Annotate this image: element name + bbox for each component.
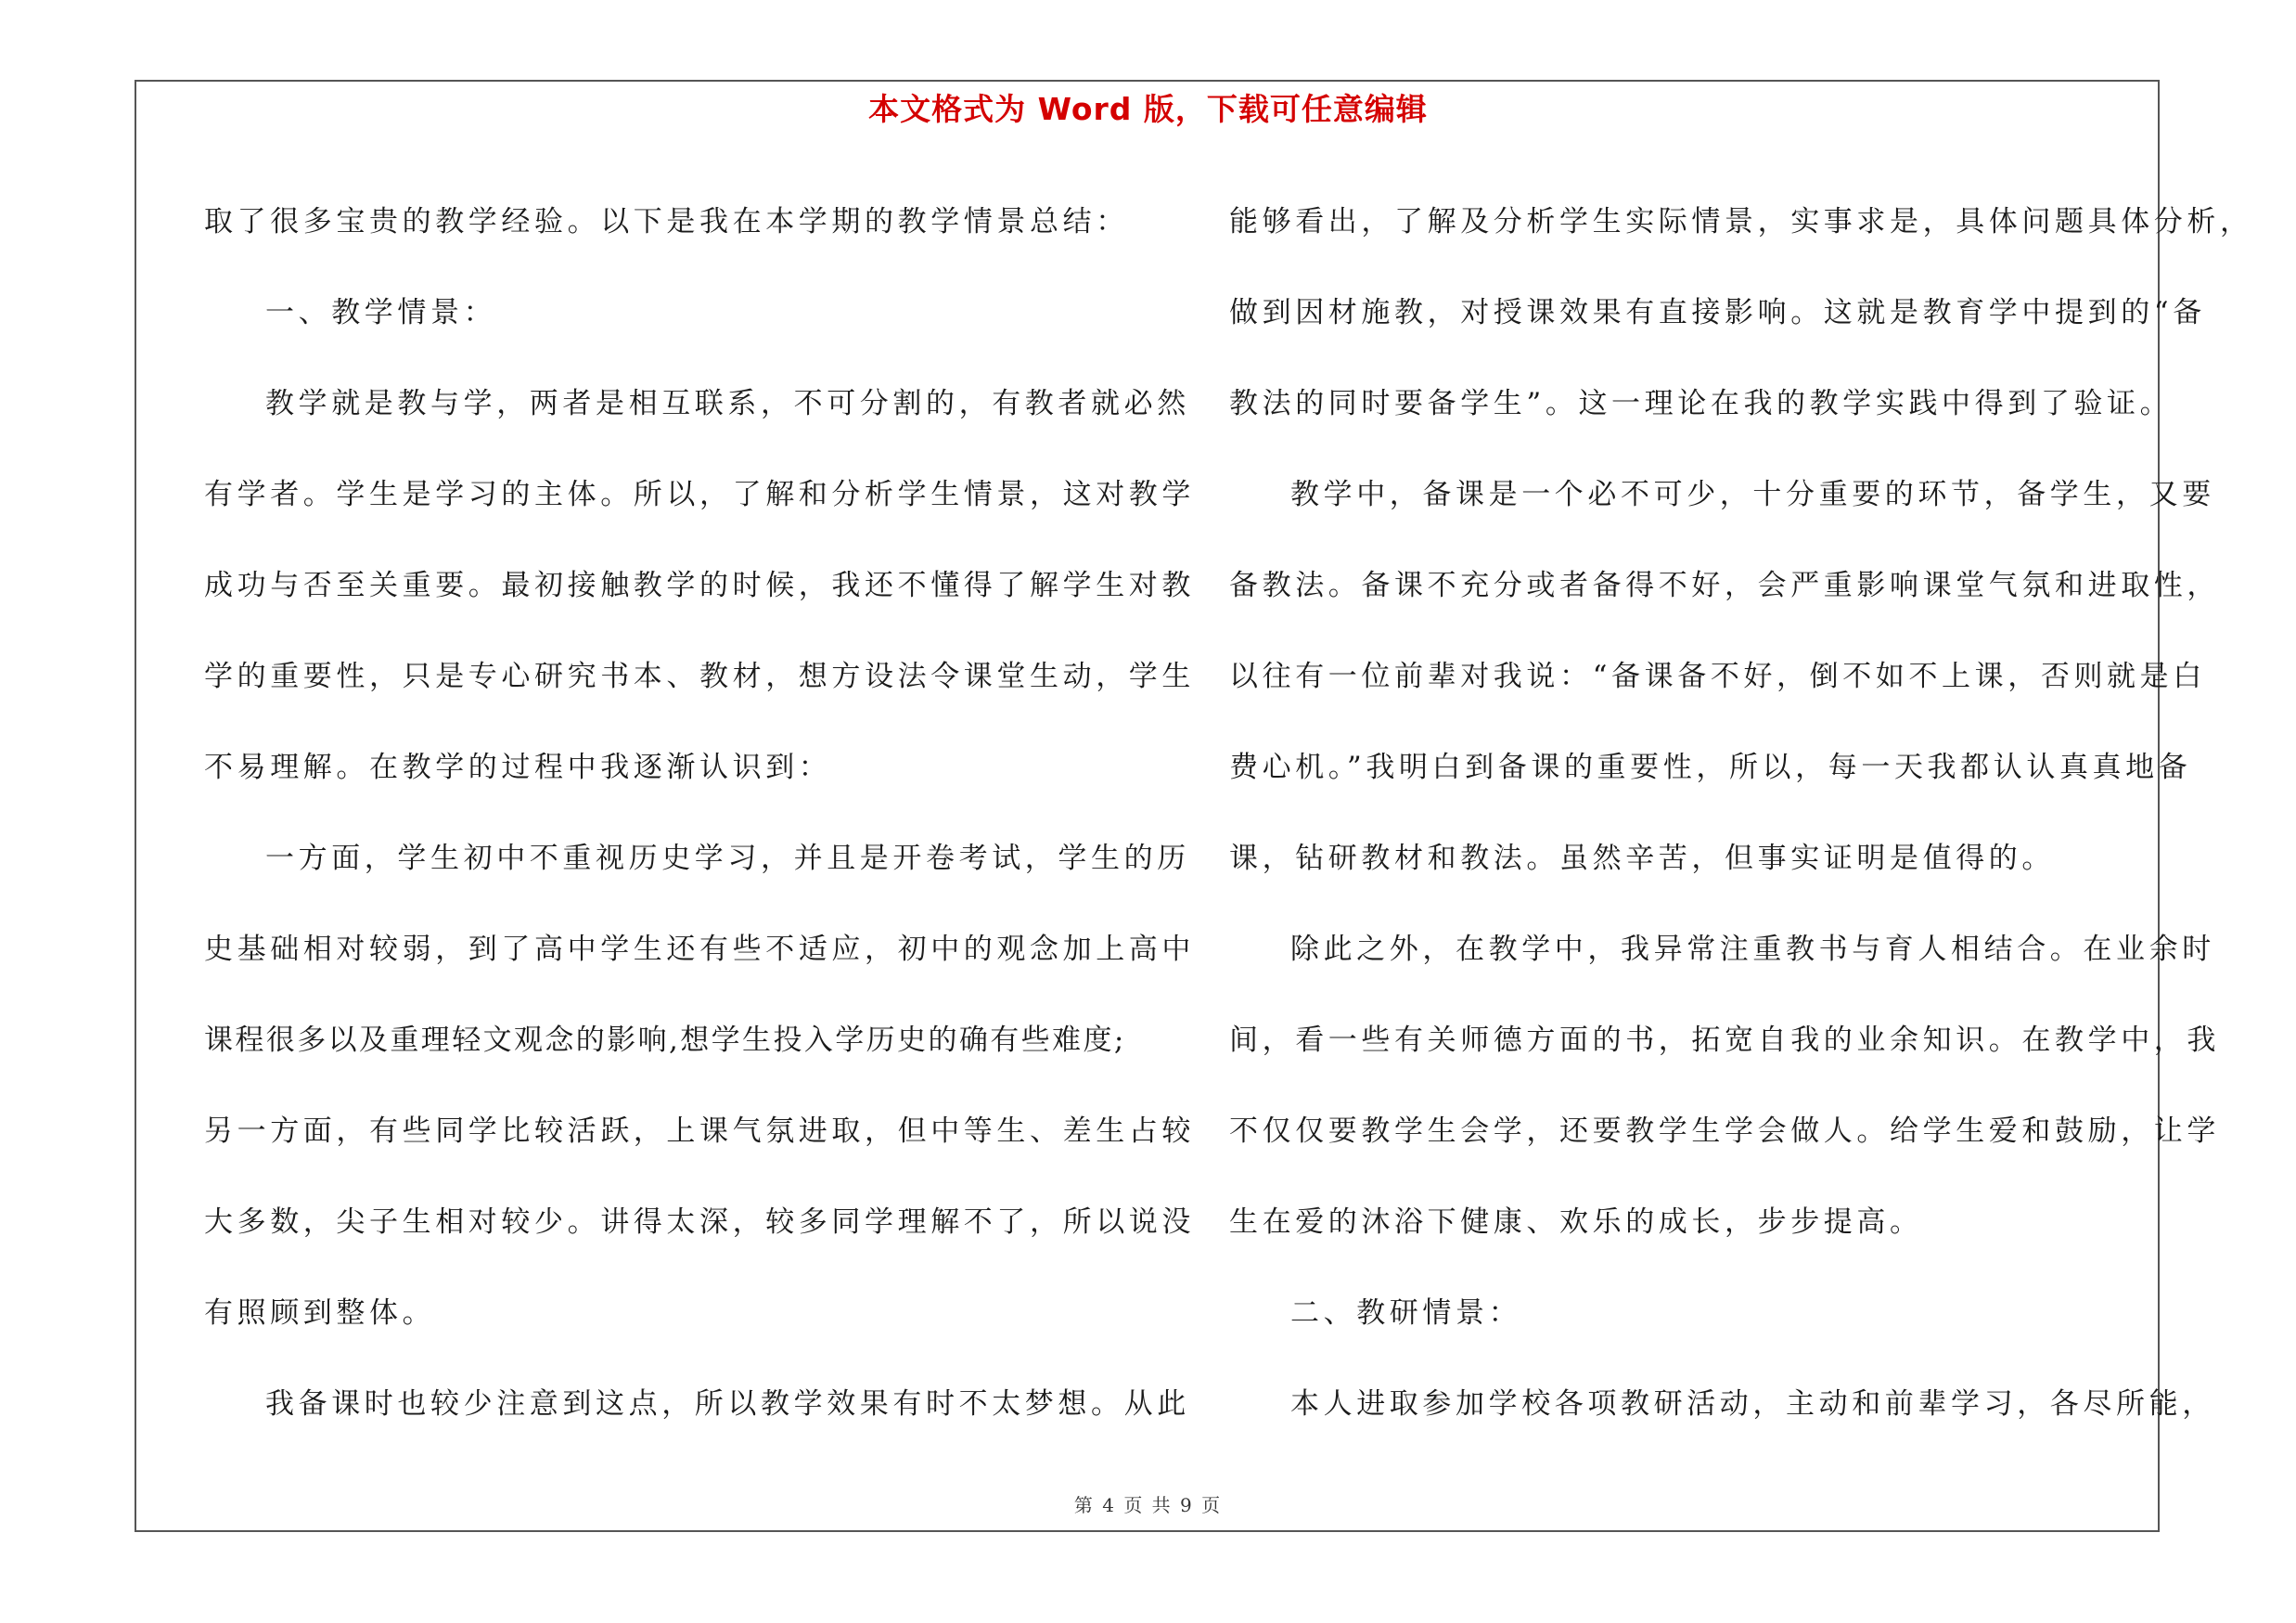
text-line: 做到因材施教，对授课效果有直接影响。这就是教育学中提到的“备 <box>1229 296 2206 329</box>
text-line: 成功与否至关重要。最初接触教学的时候，我还不懂得了解学生对教 <box>204 569 1195 602</box>
text-line: 本人进取参加学校各项教研活动，主动和前辈学习，各尽所能， <box>1290 1387 2215 1421</box>
text-line: 学的重要性，只是专心研究书本、教材，想方设法令课堂生动，学生 <box>204 660 1195 693</box>
text-line: 教学中，备课是一个必不可少，十分重要的环节，备学生，又要 <box>1290 478 2215 511</box>
text-line: 备教法。备课不充分或者备得不好，会严重影响课堂气氛和进取性， <box>1229 569 2220 602</box>
text-line: 不仅仅要教学生会学，还要教学生学会做人。给学生爱和鼓励，让学 <box>1229 1114 2220 1148</box>
text-line: 一、教学情景： <box>265 296 497 329</box>
text-line: 费心机。”我明白到备课的重要性，所以，每一天我都认认真真地备 <box>1229 751 2192 784</box>
text-line: 史基础相对较弱，到了高中学生还有些不适应，初中的观念加上高中 <box>204 933 1195 966</box>
text-line: 课，钻研教材和教法。虽然辛苦，但事实证明是值得的。 <box>1229 842 2055 875</box>
text-line: 课程很多以及重理轻文观念的影响,想学生投入学历史的确有些难度; <box>204 1024 1126 1057</box>
text-line: 教法的同时要备学生”。这一理论在我的教学实践中得到了验证。 <box>1229 387 2174 420</box>
text-line: 教学就是教与学，两者是相互联系，不可分割的，有教者就必然 <box>265 387 1190 420</box>
text-line: 大多数，尖子生相对较少。讲得太深，较多同学理解不了，所以说没 <box>204 1205 1195 1239</box>
text-line: 取了很多宝贵的教学经验。以下是我在本学期的教学情景总结： <box>204 205 1129 238</box>
text-line: 生在爱的沐浴下健康、欢乐的成长，步步提高。 <box>1229 1205 1923 1239</box>
text-line: 我备课时也较少注意到这点，所以教学效果有时不太梦想。从此 <box>265 1387 1190 1421</box>
right-text-column <box>1229 176 2253 1449</box>
text-line: 另一方面，有些同学比较活跃，上课气氛进取，但中等生、差生占较 <box>204 1114 1195 1148</box>
text-line: 能够看出，了解及分析学生实际情景，实事求是，具体问题具体分析， <box>1229 205 2253 238</box>
text-line: 间，看一些有关师德方面的书，拓宽自我的业余知识。在教学中，我 <box>1229 1024 2220 1057</box>
text-line: 有学者。学生是学习的主体。所以，了解和分析学生情景，这对教学 <box>204 478 1195 511</box>
left-text-column <box>204 176 1195 1449</box>
text-line: 以往有一位前辈对我说：“备课备不好，倒不如不上课，否则就是白 <box>1229 660 2206 693</box>
page-number-footer: 第 4 页 共 9 页 <box>1073 1494 1223 1516</box>
text-line: 二、教研情景： <box>1290 1296 1522 1330</box>
format-notice-header: 本文格式为 Word 版，下载可任意编辑 <box>868 91 1428 127</box>
text-line: 一方面，学生初中不重视历史学习，并且是开卷考试，学生的历 <box>265 842 1190 875</box>
text-line: 除此之外，在教学中，我异常注重教书与育人相结合。在业余时 <box>1290 933 2215 966</box>
text-line: 不易理解。在教学的过程中我逐渐认识到： <box>204 751 832 784</box>
text-line: 有照顾到整体。 <box>204 1296 436 1330</box>
